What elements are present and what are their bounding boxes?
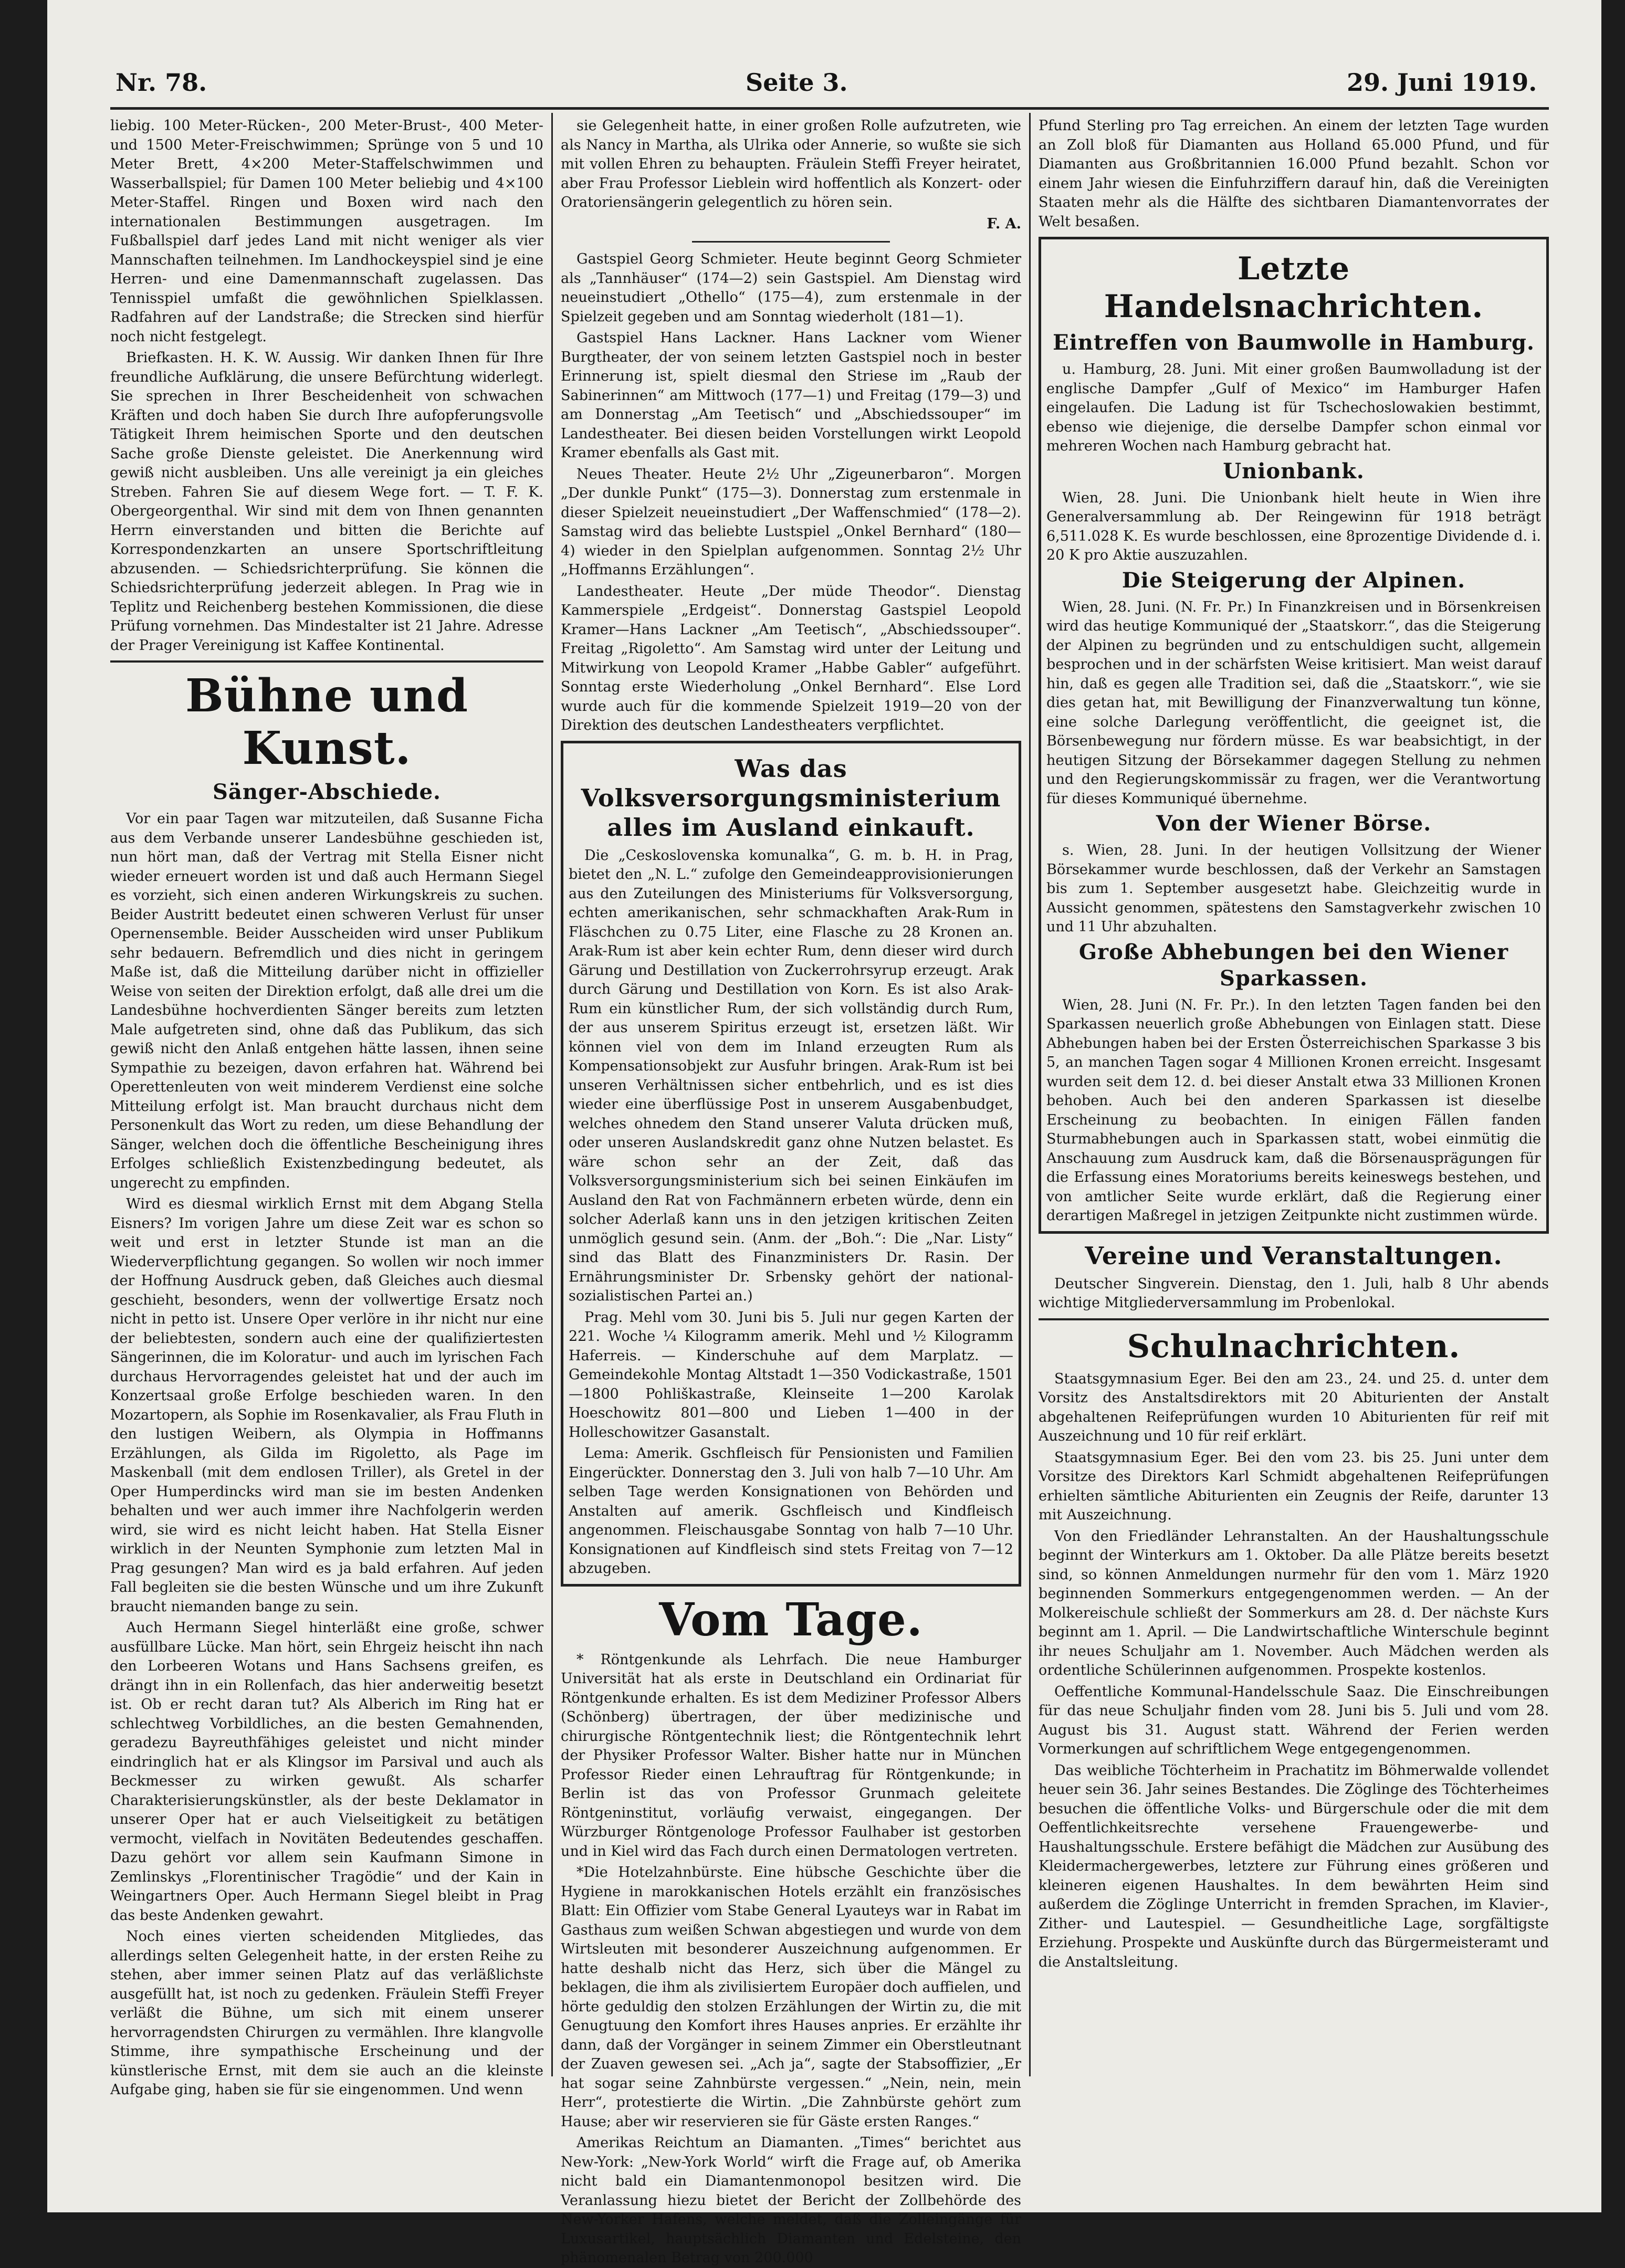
article-title-sparkassen: Große Abhebungen bei den Wiener Sparkassen. xyxy=(1078,939,1509,991)
article-paragraph: s. Wien, 28. Juni. In der heutigen Vollsitzung der Wiener Börsekammer wurde beschlossen, daß der Verkehr an Samstagen bis zum 1. September ausgesetzt habe. Gleichzeitig wurde in Aussicht genommen, spätestens den Samstagverkehr zwischen 10 und 11 Uhr abzuhalten. xyxy=(1046,842,1541,935)
theatre-notice: Gastspiel Georg Schmieter. Heute beginnt Georg Schmieter als „Tannhäuser“ (174—2) sein Gastspiel. Am Dienstag wird neueinstudiert „Othello“ (175—4), zum erstenmale in der Spielzeit gegeben und am Sonntag wiederholt (181—1). xyxy=(561,251,1021,325)
article-title-unionbank: Unionbank. xyxy=(1223,458,1365,484)
author-signature: F. A. xyxy=(987,215,1021,232)
article-paragraph: Wird es diesmal wirklich Ernst mit dem Abgang Stella Eisners? Im vorigen Jahre um diese Zeit war es schon so weit und erst in letzter Stunde ist man an die Wiederverpflichtung gegangen. So wollen wir noch immer der Hoffnung Ausdruck geben, daß Gleiches auch diesmal geschieht, besonders, wenn der vollwertige Ersatz noch nicht in petto ist. Unsere Oper verlöre in ihr nicht nur eine der beliebtesten, sondern auch eine der qualifiziertesten Sängerinnen, die im Koloratur- und auch im lyrischen Fach durchaus Hervorragendes geleistet hat und der auch im Konzertsaal große Erfolge beschieden waren. In den Mozartopern, als Sophie im Rosenkavalier, als Frau Fluth in den lustigen Weibern, als Olympia in Hoffmanns Erzählungen, als Gilda im Rigoletto, als Page im Maskenball (mit dem endlosen Triller), als Gretel in der Oper Humperdincks wird man sie im besten Andenken behalten und wer auch immer ihre Nachfolgerin werden wird, sie wird es nicht leicht haben. Hat Stella Eisner wirklich in der Neunten Symphonie zum letzten Mal in Prag gesungen? Man wird es ja bald erfahren. Auf jeden Fall begleiten sie die besten Wünsche und um ihre Zukunft braucht niemanden bange zu sein. xyxy=(110,1196,543,1615)
article-paragraph: Pfund Sterling pro Tag erreichen. An einem der letzten Tage wurden an Zoll bloß für Diamanten aus Holland 65.000 Pfund, und für Diamanten aus Großbritannien 16.000 Pfund bezahlt. Schon vor einem Jahr wiesen die Einfuhrziffern darauf hin, daß die Vereinigten Staaten mehr als die Hälfte des sichtbaren Diamantenvorrates der Welt besaßen. xyxy=(1039,118,1549,230)
section-title-vereine: Vereine und Veranstaltungen. xyxy=(1085,1241,1503,1270)
newspaper-page xyxy=(47,0,1601,2266)
column-3 xyxy=(1039,117,1549,2070)
article-paragraph: Wien, 28. Juni. Die Unionbank hielt heute in Wien ihre Generalversammlung ab. Der Reingewinn für 1918 beträgt 6,511.028 K. Es wurde beschlossen, eine 8prozentige Dividende d. i. 20 K pro Aktie auszuzahlen. xyxy=(1046,489,1541,563)
article-paragraph: Staatsgymnasium Eger. Bei den vom 23. bis 25. Juni unter dem Vorsitze des Direktors Karl Schmidt abgehaltenen Reifeprüfungen erhielten sämtliche Abiturienten ein Zeugnis der Reife, darunter 13 mit Auszeichnung. xyxy=(1039,1449,1549,1523)
theatre-notice: Gastspiel Hans Lackner. Hans Lackner vom Wiener Burgtheater, der von seinem letzten Gastspiel noch in bester Erinnerung ist, spielt diesmal den Striese im „Raub der Sabinerinnen“ am Mittwoch (177—1) und Freitag (179—3) und am Donnerstag „Am Teetisch“ und „Abschiedssouper“ im Landestheater. Bei diesen beiden Vorstellungen wirkt Leopold Kramer ebenfalls als Gast mit. xyxy=(561,330,1021,461)
article-title-alpinen: Die Steigerung der Alpinen. xyxy=(1121,568,1466,593)
theatre-notice: Neues Theater. Heute 2½ Uhr „Zigeunerbaron“. Morgen „Der dunkle Punkt“ (175—3). Donnerstag zum erstenmale in dieser Spielzeit neueinstudiert „Der Waffenschmied“ (178—2). Samstag wird das beliebte Lustspiel „Onkel Bernhard“ (180—4) wieder in den Spielplan aufgenommen. Sonntag 2½ Uhr „Hoffmanns Erzählungen“. xyxy=(561,466,1021,578)
article-paragraph: Lema: Amerik. Gschfleisch für Pensionisten und Familien Eingerückter. Donnerstag den 3. Juli von halb 7—10 Uhr. Am selben Tage werden Konsignationen von Behörden und Anstalten auf amerik. Gschfleisch und Kindfleisch angenommen. Fleischausgabe Sonntag von halb 7—10 Uhr. Konsignationen auf Kindfleisch sind stets Freitag von 7—12 abzugeben. xyxy=(569,1445,1013,1577)
article-paragraph: *Die Hotelzahnbürste. Eine hübsche Geschichte über die Hygiene in marokkanischen Hotels erzählt ein französisches Blatt: Ein Offizier vom Stabe General Lyauteys war in Rabat im Gasthaus zum weißen Schwan abgestiegen und wurde von dem Wirtsleuten mit besonderer Auszeichnung aufgenommen. Er hatte deshalb nicht das Herz, sich über die Mängel zu beklagen, die ihm als zivilisiertem Europäer doch auffielen, und hörte geduldig den stolzen Erzählungen der Wirtin zu, die mit Genugtuung den Komfort ihres Hauses anpries. Er erzählte ihr dann, daß der Vorgänger in seinem Zimmer ein Oberstleutnant der Zuaven gewesen sei. „Ach ja“, sagte der Stabsoffizier, „Er hat sogar seine Zahnbürste vergessen.“ „Nein, nein, mein Herr“, protestierte die Wirtin. „Die Zahnbürste gehört zum Hause; aber wir reservieren sie für Gäste ersten Ranges.“ xyxy=(561,1864,1021,2130)
sport-rules-text: liebig. 100 Meter-Rücken-, 200 Meter-Brust-, 400 Meter- und 1500 Meter-Freischwimmen; Sprünge von 5 und 10 Meter Brett, 4×200 Meter-Staffelschwimmen und Wasserballspiel; für Damen 100 Meter beliebig und 4×100 Meter-Staffel. Ringen und Boxen wird nach den internationalen Bestimmungen ausgetragen. Im Fußballspiel darf jedes Land mit nicht weniger als vier Mannschaften teilnehmen. Im Landhockeyspiel sind je eine Herren- und eine Damenmannschaft zugelassen. Das Tennisspiel umfaßt die gewöhnlichen Spielklassen. Radfahren auf der Landstraße; die Strecken sind hierfür noch nicht festgelegt. xyxy=(110,118,543,345)
column-rule-1 xyxy=(551,113,553,2076)
short-rule xyxy=(692,241,890,243)
article-paragraph: Das weibliche Töchterheim in Prachatitz im Böhmerwalde vollendet heuer sein 36. Jahr seines Bestandes. Die Zöglinge des Töchterheimes besuchen die öffentliche Volks- und Bürgerschule oder die mit dem Oeffentlichkeitsrechte versehene Frauengewerbe- und Haushaltungsschule. Erstere befähigt die Mädchen zur Ausübung des Kleidermachergewerbes, letztere zur Führung eines größeren und kleineren eigenen Haushaltes. In dem bewährten Heim sind außerdem die Zöglinge Unterricht in fremden Sprachen, im Klavier-, Zither- und Lautespiel. — Gesundheitliche Lage, sorgfältigste Erziehung. Prospekte und Auskünfte durch das Bürgermeisteramt und die Anstaltsleitung. xyxy=(1039,1762,1549,1970)
article-paragraph: Vor ein paar Tagen war mitzuteilen, daß Susanne Ficha aus dem Verbande unserer Landesbühne geschieden ist, nun hört man, daß der Vertrag mit Stella Eisner nicht wieder erneuert worden ist und daß auch Hermann Siegel es vorzieht, sich einen anderen Wirkungskreis zu suchen. Beider Austritt bedeutet einen schweren Verlust für unser Opernensemble. Beider Ausscheiden wird unser Publikum sehr bedauern. Befremdlich und dies nicht in geringem Maße ist, daß die Mitteilung darüber nicht in offizieller Weise von seiten der Direktion erfolgt, daß alle drei um die Landesbühne hochverdienten Sänger bereits zum letzten Male aufgetreten sind, ohne daß das Publikum, das sich gewiß nicht den Anlaß entgehen hätte lassen, ihnen seine Sympathie zu bezeigen, davon erfahren hat. Während bei Operettenleuten von weit minderem Verdienst eine solche Mitteilung erfolgt ist. Man braucht durchaus nicht dem Personenkult das Wort zu reden, um diese Behandlung der Sänger, welchen doch die öffentliche Bescheinigung ihres Erfolges schließlich Existenzbedingung bedeutet, als ungerecht zu empfinden. xyxy=(110,811,543,1191)
section-rule xyxy=(1039,1318,1549,1320)
boxed-section xyxy=(1039,237,1549,1234)
article-paragraph: Amerikas Reichtum an Diamanten. „Times“ berichtet aus New-York: „New-York World“ wirft die Frage auf, ob Amerika nicht bald ein Diamantenmonopol besitzen wird. Die Veranlassung hiezu bietet der Bericht der Zollbehörde des New-Yorker Hafens, welche meldet, daß die Zolleingänge für Luxusartikel, hauptsächlich Diamanten und Edelsteine, den phänomenalen Betrag von 200.000 xyxy=(561,2135,1021,2266)
section-title-schulnachrichten: Schulnachrichten. xyxy=(1127,1328,1461,1365)
article-paragraph: Prag. Mehl vom 30. Juni bis 5. Juli nur gegen Karten der 221. Woche ¼ Kilogramm amerik. Mehl und ½ Kilogramm Haferreis. — Kinderschuhe auf dem Marplatz. — Gemeindekohle Montag Altstadt 1—350 Vodickastraße, 1501—1800 Pohliškastraße, Kleinseite 1—200 Karolak Hoeschowitz 801—800 und Lieben 1—400 in der Holleschowitzer Gasanstalt. xyxy=(569,1309,1013,1441)
theatre-notice: Landestheater. Heute „Der müde Theodor“. Dienstag Kammerspiele „Erdgeist“. Donnerstag Gastspiel Leopold Kramer—Hans Lackner „Am Teetisch“, „Abschiedssouper“. Freitag „Rigoletto“. Am Samstag wird unter der Leitung und Mitwirkung von Leopold Kramer „Habbe Gabler“ aufgeführt. Sonntag erste Wiederholung „Onkel Bernhard“. Else Lord wurde auch für die kommende Spielzeit 1919—20 von der Direktion des deutschen Landestheaters verpflichtet. xyxy=(561,583,1021,733)
article-paragraph: Wien, 28. Juni. (N. Fr. Pr.) In Finanzkreisen und in Börsenkreisen wird das heutige Kommuniqué der „Staatskorr.“, das die Steigerung der Alpinen zu begründen und zu entschuldigen sucht, allgemein besprochen und in der schärfsten Weise kritisiert. Man weist darauf hin, daß es gegen alle Tradition sei, daß die „Staatskorr.“, wie sie dies getan hat, mit Bewilligung der Finanzverwaltung tun könne, eine solche Darlegung veröffentlicht, die geeignet ist, die Börsenbewegung nur fördern müsse. Es war beabsichtigt, in der heutigen Sitzung der Börsekammer dagegen Stellung zu nehmen und den Regierungskommissär zu fragen, wer die Verantwortung für dieses Kommuniqué übernehme. xyxy=(1046,598,1541,807)
issue-date: 29. Juni 1919. xyxy=(1347,68,1537,97)
section-rule xyxy=(110,660,543,663)
article-title-volksversorgung: Was das Volksversorgungsministerium alles im Ausland einkauft. xyxy=(581,754,1001,842)
article-title-baumwolle: Eintreffen von Baumwolle in Hamburg. xyxy=(1053,330,1535,355)
article-paragraph: Noch eines vierten scheidenden Mitgliedes, das allerdings selten Gelegenheit hatte, in der ersten Reihe zu stehen, aber immer seinen Platz auf das verläßlichste ausgefüllt hat, ist noch zu gedenken. Fräulein Steffi Freyer verläßt die Bühne, um sich mit einem unserer hervorragendsten Chirurgen zu vermählen. Ihre klangvolle Stimme, ihre sympathische Erscheinung und der künstlerische Ernst, mit dem sie auch an die kleinste Aufgabe ging, haben sie für sie eingenommen. Und wenn xyxy=(110,1928,543,2098)
section-title-buehne: Bühne und Kunst. xyxy=(185,669,469,775)
article-paragraph: Deutscher Singverein. Dienstag, den 1. Juli, halb 8 Uhr abends wichtige Mitgliederversammlung im Probenlokal. xyxy=(1039,1275,1549,1311)
article-paragraph: Die „Ceskoslovenska komunalka“, G. m. b. H. in Prag, bietet den „N. L.“ zufolge den Gemeindeapprovisionierungen aus den Zuteilungen des Ministeriums für Volksversorgung, echten amerikanischen, sehr schmackhaften Arak-Rum in Fläschchen zu 0.75 Liter, eine Flasche zu 28 Kronen an. Arak-Rum ist aber kein echter Rum, denn dieser wird durch Gärung und Destillation von Zuckerrohrsyrup erzeugt. Arak durch Gärung und Destillation von Korn. Es ist also Arak-Rum ein künstlicher Rum, der sich vollständig durch Rum, der aus unserem Spiritus erzeugt ist, ersetzen läßt. Wir können viel von dem im Inland erzeugten Rum als Kompensationsobjekt zur Ausfuhr bringen. Arak-Rum ist bei unseren Verhältnissen sicher entbehrlich, und es ist dies wieder eine überflüssige Post in unserem Ausgabenbudget, welches ohnedem den Stand unserer Valuta drücken muß, oder unseren Auslandskredit ganz ohne Nutzen belastet. Es wäre schon sehr an der Zeit, daß das Volksversorgungsministerium sich bei seinen Einkäufen im Ausland den Rat von Fachmännern erbeten würde, denn ein solcher Aderlaß kann uns in den jetzigen kritischen Zeiten unmöglich gesund sein. (Anm. der „Boh.“: Die „Nar. Listy“ sind das Blatt des Finanzministers Dr. Rasin. Der Ernährungsminister Dr. Srbensky gehört der national-sozialistischen Partei an.) xyxy=(569,847,1013,1304)
article-paragraph: Staatsgymnasium Eger. Bei den am 23., 24. und 25. d. unter dem Vorsitz des Anstaltsdirektors mit 20 Abiturienten der Anstalt abgehaltenen Reifeprüfungen wurden 10 Abiturienten für reif mit Auszeichnung und 10 für reif erklärt. xyxy=(1039,1370,1549,1444)
article-paragraph: sie Gelegenheit hatte, in einer großen Rolle aufzutreten, wie als Nancy in Martha, als Ulrika oder Annerie, so wußte sie sich mit vollen Ehren zu behaupten. Fräulein Steffi Freyer heiratet, aber Frau Professor Lieblein wird hoffentlich als Konzert- oder Oratoriensängerin gelegentlich zu hören sein. xyxy=(561,118,1021,211)
section-title-handelsnachrichten: Letzte Handelsnachrichten. xyxy=(1104,250,1484,325)
column-2 xyxy=(561,117,1021,2266)
letterbox-text: Briefkasten. H. K. W. Aussig. Wir danken Ihnen für Ihre freundliche Aufklärung, die unsere Befürchtung widerlegt. Sie sprechen in Ihrer Bescheidenheit von schwachen Kräften und doch haben Sie durch Ihre aufopferungsvolle Tätigkeit Ihrem heimischen Sporte und den deutschen Sache große Dienste geleistet. Die Anerkennung wird gewiß nicht ausbleiben. Uns alle vereinigt ja ein gleiches Streben. Fahren Sie auf diesem Wege fort. — T. F. K. Obergeorgenthal. Wir sind mit dem von Ihnen genannten Herrn einverstanden und bitten die Berichte auf Korrespondenzkarten an unsere Sportschriftleitung abzusenden. — Schiedsrichterprüfung. Sie können die Schiedsrichterprüfung jederzeit ablegen. In Prag wie in Teplitz und Reichenberg bestehen Kommissionen, die diese Prüfung vornehmen. Das Mindestalter ist 21 Jahre. Adresse der Prager Vereinigung ist Kaffee Kontinental. xyxy=(110,350,543,654)
article-title-saenger: Sänger-Abschiede. xyxy=(213,780,441,804)
article-paragraph: Von den Friedländer Lehranstalten. An der Haushaltungsschule beginnt der Winterkurs am 1. Oktober. Da alle Plätze bereits besetzt sind, so können Anmeldungen nurmehr für den vom 1. März 1920 beginnenden Sommerkurs entgegengenommen werden. — An der Molkereischule schließt der Sommerkurs am 28. d. Der nächste Kurs beginnt am 1. April. — Die Landwirtschaftliche Winterschule beginnt ihr neues Schuljahr am 1. November. Auch Mädchen werden als ordentliche Schülerinnen aufgenommen. Prospekte kostenlos. xyxy=(1039,1528,1549,1678)
article-paragraph: Auch Hermann Siegel hinterläßt eine große, schwer ausfüllbare Lücke. Man hört, sein Ehrgeiz heischt ihn nach den Lorbeeren Wotans und Hans Sachsens greifen, es drängt ihn in ein Rollenfach, das hier anderweitig besetzt ist. Ob er recht daran tut? Als Alberich im Ring hat er schlechtweg Vorbildliches, an die besten Gemahnenden, geradezu Bayreuthfähiges geleistet und nicht minder eindringlich hat er als Klingsor im Parsival und auch als Beckmesser zu wirken gewußt. Als scharfer Charakterisierungskünstler, als der beste Deklamator in unserer Oper hat er auch Vielseitigkeit zu betätigen vermocht, vielfach in Novitäten Bedeutendes geschaffen. Dazu gehört vor allem sein Kaufmann Simone in Zemlinskys „Florentinischer Tragödie“ und der Kain in Weingartners Oper. Auch Hermann Siegel bleibt in Prag das beste Andenken gewahrt. xyxy=(110,1620,543,1924)
article-title-boerse: Von der Wiener Börse. xyxy=(1156,811,1432,836)
article-paragraph: Oeffentliche Kommunal-Handelsschule Saaz. Die Einschreibungen für das neue Schuljahr finden vom 28. Juni bis 5. Juli und vom 28. August bis 31. August statt. Während der Ferien werden Vormerkungen auf schriftlichem Wege entgegengenommen. xyxy=(1039,1683,1549,1757)
header-rule xyxy=(110,107,1549,110)
article-paragraph: * Röntgenkunde als Lehrfach. Die neue Hamburger Universität hat als erste in Deutschland ein Ordinariat für Röntgenkunde erhalten. Es ist dem Mediziner Professor Albers (Schönberg) übertragen, der über medizinische und chirurgische Röntgentechnik liest; die Röntgentechnik lehrt der Physiker Professor Walter. Bisher hatte nur in München Professor Rieder einen Lehrauftrag für Röntgenkunde; in Berlin ist das von Professor Grunmach geleitete Röntgeninstitut, vorläufig verwaist, eingegangen. Der Würzburger Röntgenologe Professor Faulhaber ist gestorben und in Kiel wird das Fach durch einen Dermatologen vertreten. xyxy=(561,1651,1021,1860)
article-paragraph: u. Hamburg, 28. Juni. Mit einer großen Baumwolladung ist der englische Dampfer „Gulf of Mexico“ im Hamburger Hafen eingelaufen. Die Ladung ist für Tschechoslowakien bestimmt, ebenso wie diejenige, die derselbe Dampfer schon einmal vor mehreren Wochen nach Hamburg gebracht hat. xyxy=(1046,361,1541,454)
column-1 xyxy=(110,117,543,2098)
article-paragraph: Wien, 28. Juni (N. Fr. Pr.). In den letzten Tagen fanden bei den Sparkassen neuerlich große Abhebungen von Einlagen statt. Diese Abhebungen haben bei der Ersten Österreichischen Sparkasse 3 bis 5, an manchen Tagen sogar 4 Millionen Kronen erreicht. Insgesamt wurden seit dem 12. d. bei dieser Anstalt etwa 33 Millionen Kronen behoben. Auch bei den anderen Sparkassen ist dieselbe Erscheinung zu beobachten. In einigen Fällen fanden Sturmabhebungen auch in Sparkassen statt, wobei einmütig die Anschauung zum Ausdruck kam, daß die Börsenausprägungen für die Erfassung eines Moratoriums bereits keineswegs bestehen, und von amtlicher Seite wurde erklärt, daß die Regierung einer derartigen Maßregel in jetzigen Zeitpunkte nicht zustimmen würde. xyxy=(1046,996,1541,1224)
column-rule-2 xyxy=(1029,113,1031,2076)
boxed-article xyxy=(561,741,1021,1587)
page-number: Seite 3. xyxy=(746,68,848,97)
section-title-vom-tage: Vom Tage. xyxy=(659,1593,923,1646)
issue-number: Nr. 78. xyxy=(116,68,207,97)
